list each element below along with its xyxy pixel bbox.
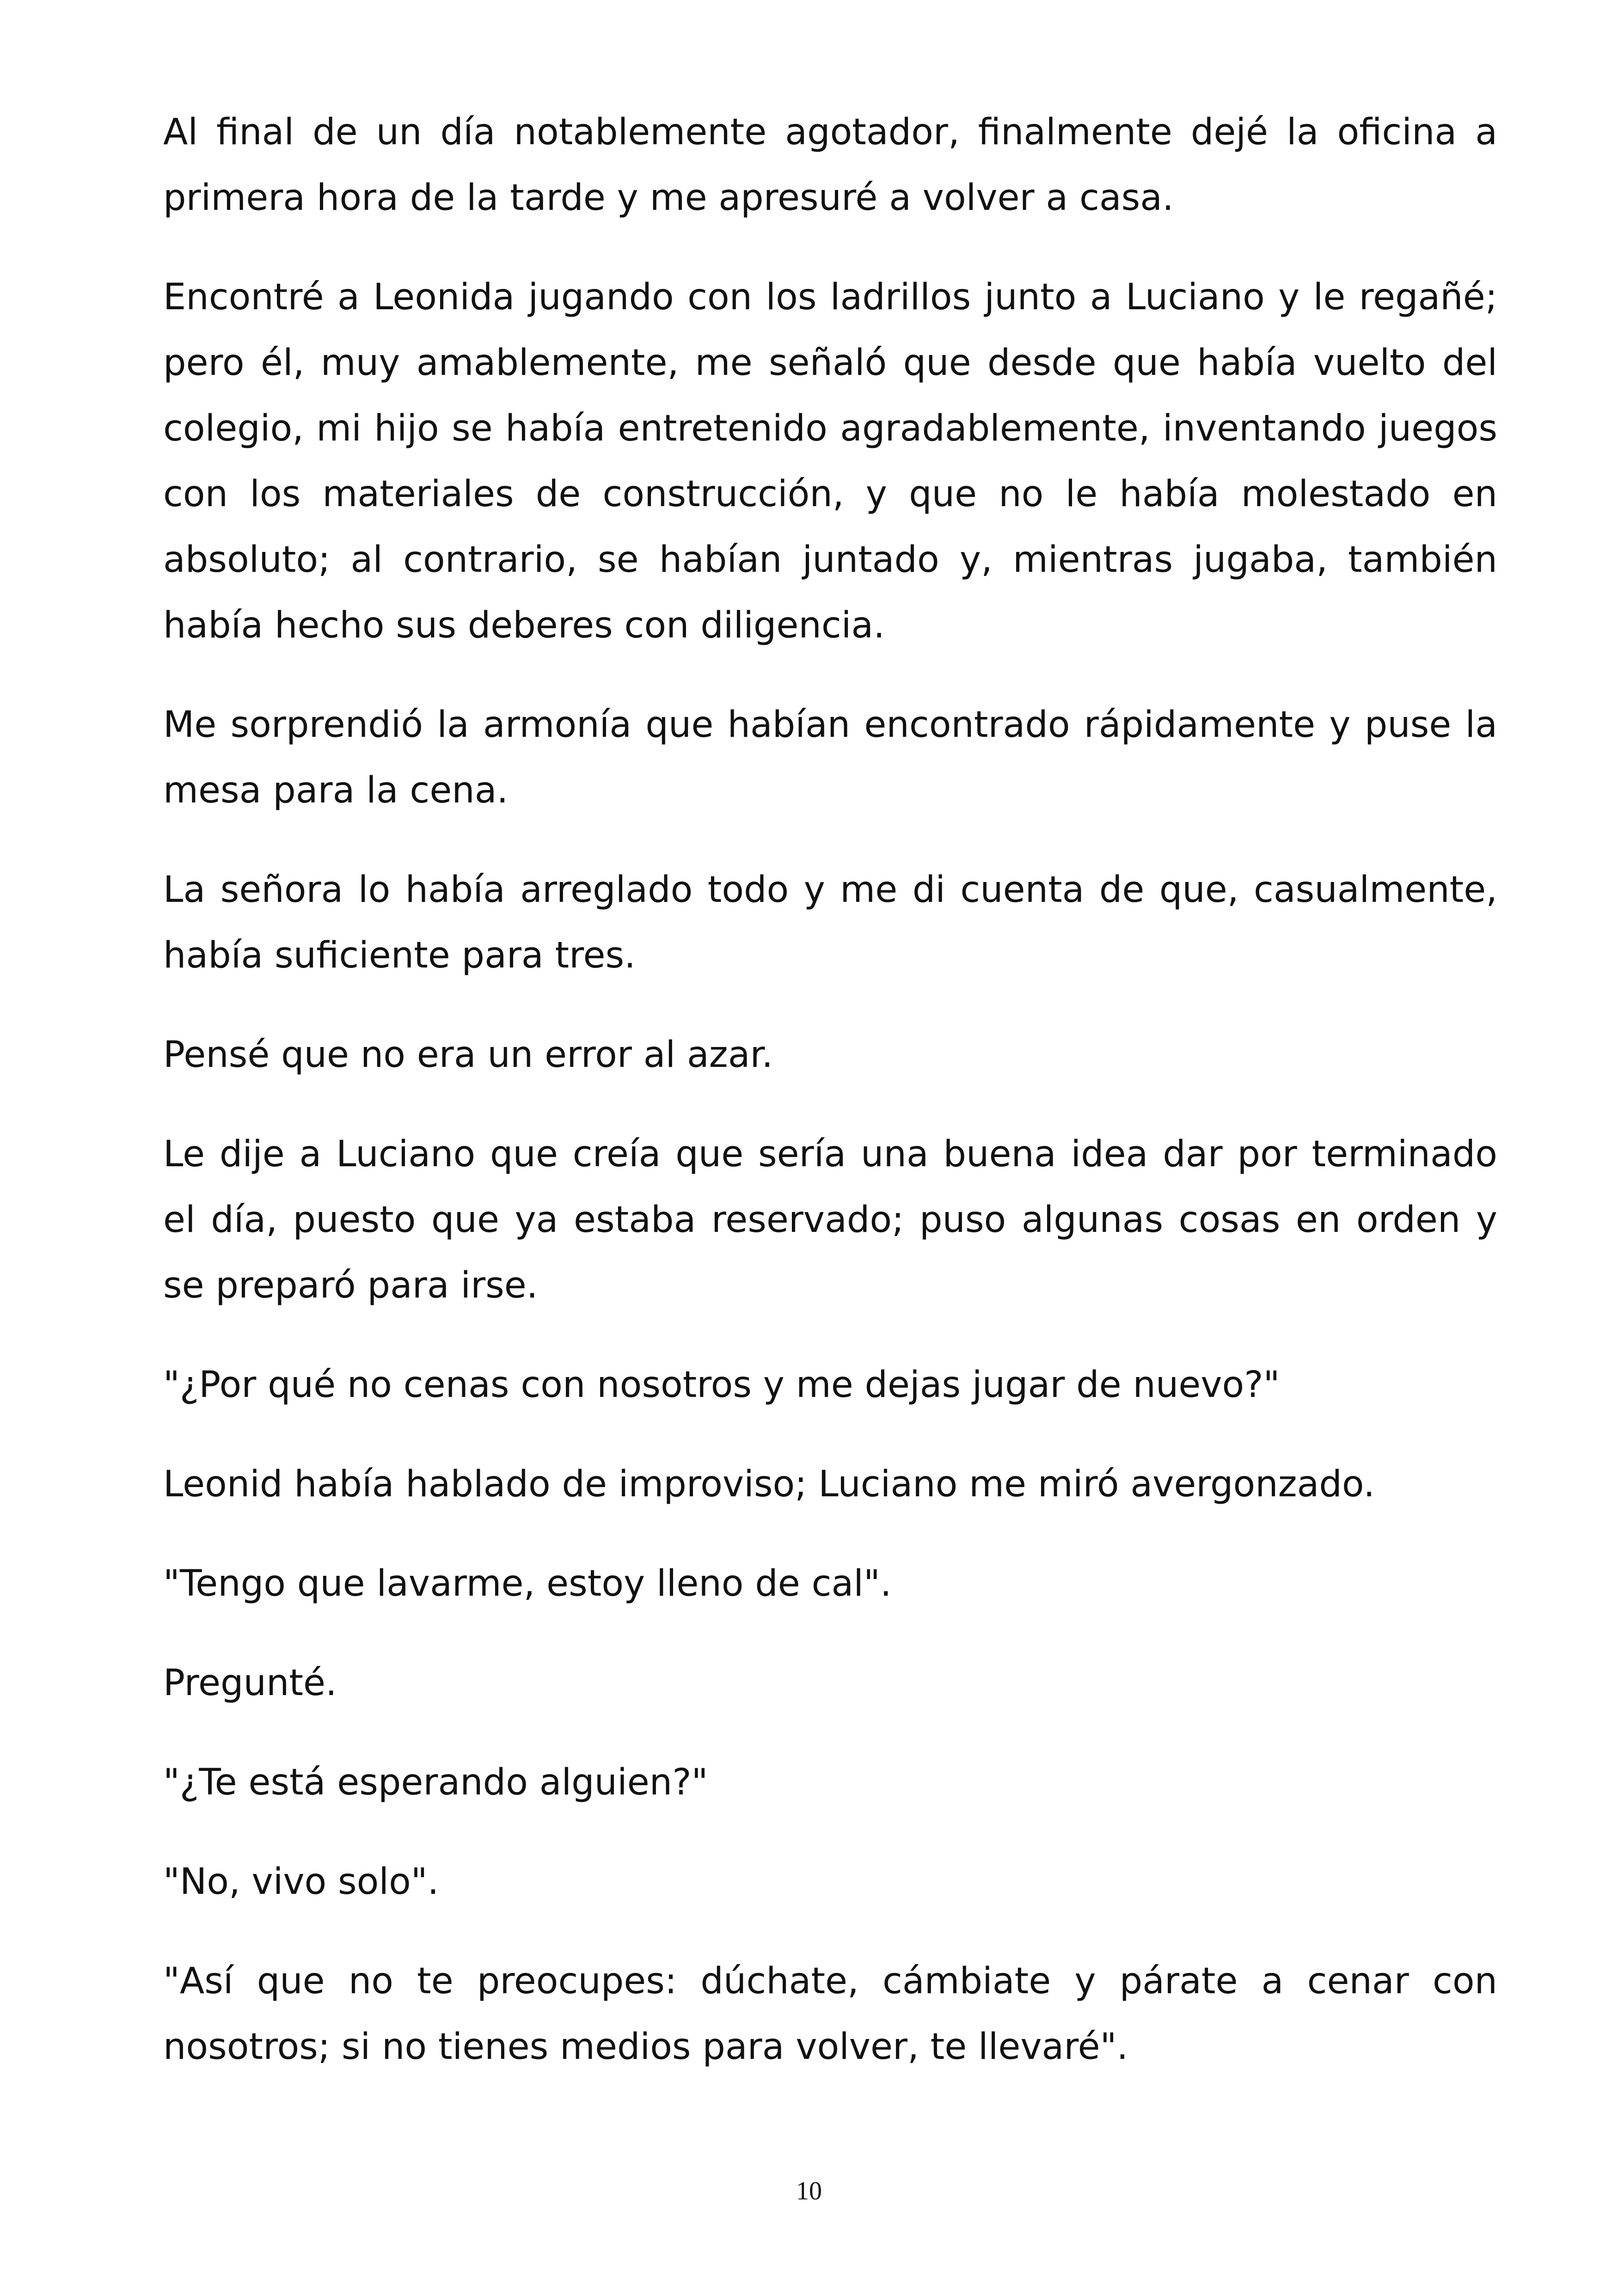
paragraph: Pregunté. xyxy=(163,1662,337,1704)
paragraph: Le dije a Luciano que creía que sería una buena idea dar por terminado el día, puesto que ya estaba reservado; puso algunas cosas en orden y se preparó para irse. xyxy=(163,1133,1497,1306)
paragraph: La señora lo había arreglado todo y me di cuenta de que, casualmente, había suficiente para tres. xyxy=(163,869,1497,976)
paragraph: Al final de un día notablemente agotador, finalmente dejé la oficina a primera hora de la tarde y me apresuré a volver a casa. xyxy=(163,111,1497,219)
dialogue-line: "¿Te está esperando alguien?" xyxy=(163,1762,708,1803)
page-number: 10 xyxy=(796,2177,822,2205)
paragraph: Leonid había hablado de improviso; Luciano me miró avergonzado. xyxy=(163,1463,1375,1505)
paragraph: Encontré a Leonida jugando con los ladrillos junto a Luciano y le regañé; pero él, muy amablemente, me señaló que desde que había vuelto del colegio, mi hijo se había entretenido agradablemente, inventando juegos con los materiales de construcción, y que no le había molestado en absoluto; al contrario, se habían juntado y, mientras jugaba, también había hecho sus deberes con diligencia. xyxy=(163,276,1497,646)
paragraph: Me sorprendió la armonía que habían encontrado rápidamente y puse la mesa para la cena. xyxy=(163,704,1497,811)
dialogue-line: "¿Por qué no cenas con nosotros y me dejas jugar de nuevo?" xyxy=(163,1364,1280,1406)
paragraph: Pensé que no era un error al azar. xyxy=(163,1034,773,1076)
body-text xyxy=(163,99,1497,2113)
dialogue-line: "No, vivo solo". xyxy=(163,1861,439,1903)
dialogue-line: "Tengo que lavarme, estoy lleno de cal". xyxy=(163,1563,892,1604)
dialogue-line: "Así que no te preocupes: dúchate, cámbiate y párate a cenar con nosotros; si no tienes medios para volver, te llevaré". xyxy=(163,1960,1497,2068)
